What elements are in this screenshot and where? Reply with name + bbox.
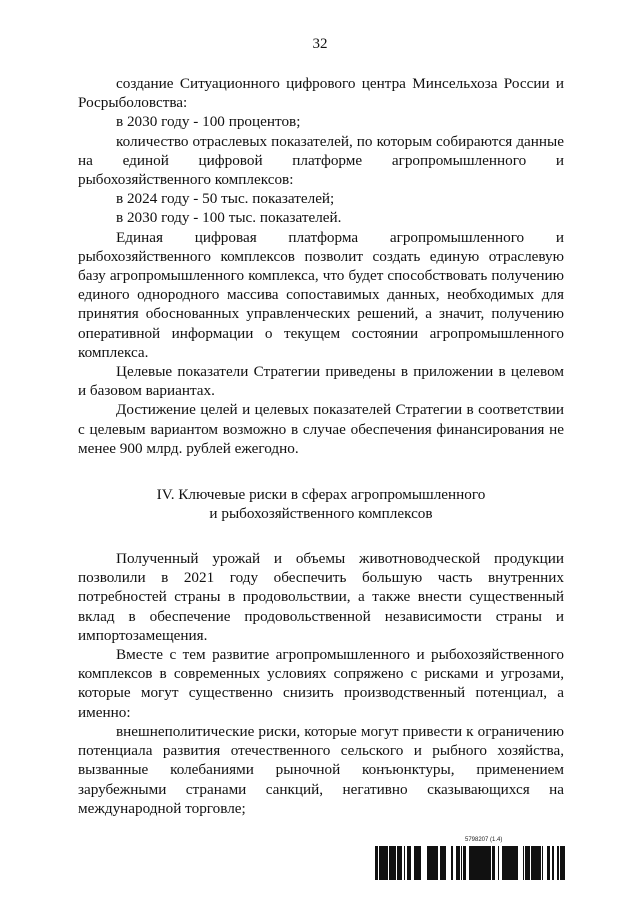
- paragraph: Вместе с тем развитие агропромышленного и рыбохозяйственного комплексов в современных условиях сопряжено с рисками и угрозами, которые могут существенно снизить производственный потенциал, а именно:: [78, 646, 564, 721]
- barcode-icon: [375, 846, 565, 880]
- paragraph: в 2030 году - 100 процентов;: [116, 113, 301, 131]
- paragraph: в 2030 году - 100 тыс. показателей.: [116, 209, 342, 227]
- paragraph: в 2024 году - 50 тыс. показателей;: [116, 190, 335, 208]
- section-heading-line: и рыбохозяйственного комплексов: [209, 505, 433, 523]
- paragraph: Достижение целей и целевых показателей Стратегии в соответствии с целевым вариантом возможно в случае обеспечения финансирования не менее 900 млрд. рублей ежегодно.: [78, 401, 564, 457]
- document-body: [78, 74, 564, 818]
- paragraph: создание Ситуационного цифрового центра Минсельхоза России и Росрыболовства:: [78, 75, 564, 112]
- paragraph: Полученный урожай и объемы животноводческой продукции позволили в 2021 году обеспечить большую часть внутренних потребностей страны в продовольствии, а также внести существенный вклад в обеспечение продовольственной независимости страны и импортозамещения.: [78, 550, 564, 644]
- section-heading: [78, 485, 564, 523]
- paragraph: внешнеполитические риски, которые могут привести к ограничению потенциала развития отечественного сельского и рыбного хозяйства, вызванные колебаниями рыночной конъюнктуры, применением зарубежными странами санкций, негативно сказывающихся на международной торговле;: [78, 722, 564, 817]
- page-number: 32: [312, 36, 328, 52]
- paragraph: Единая цифровая платформа агропромышленного и рыбохозяйственного комплексов позволит создать единую отраслевую базу агропромышленного комплекса, что будет способствовать получению единого однородного массива сопоставимых данных, необходимых для принятия обоснованных управленческих решений, а значит, получению оперативной информации о текущем состоянии агропромышленного комплекса.: [78, 228, 564, 361]
- barcode-caption: 5798207 (1.4): [465, 837, 503, 843]
- section-heading-line: IV. Ключевые риски в сферах агропромышленного: [156, 486, 486, 504]
- barcode-block: [375, 837, 565, 881]
- paragraph: количество отраслевых показателей, по которым собираются данные на единой цифровой платформе агропромышленного и рыбохозяйственного комплексов:: [78, 132, 564, 189]
- paragraph: Целевые показатели Стратегии приведены в приложении в целевом и базовом вариантах.: [78, 363, 564, 400]
